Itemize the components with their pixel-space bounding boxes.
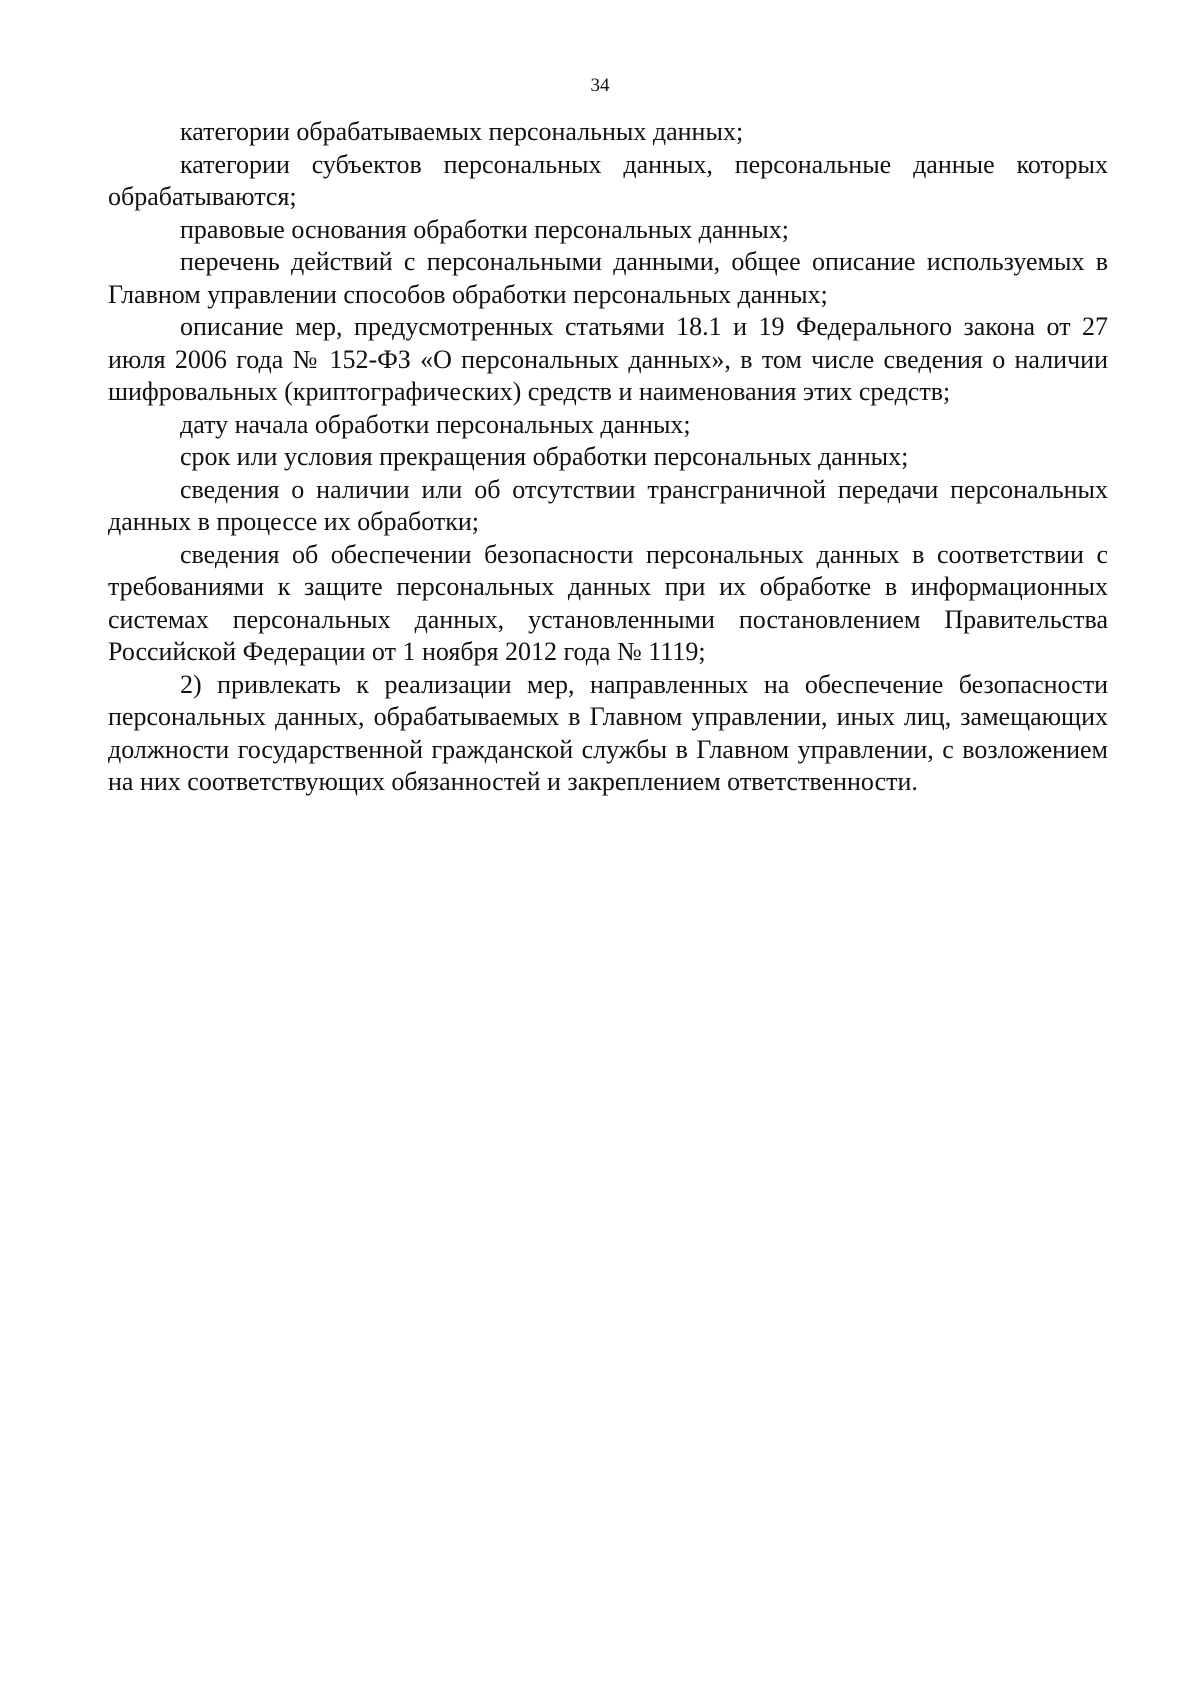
- paragraph-security-assurance: сведения об обеспечении безопасности персональных данных в соответствии с требованиями к защите персональных данных при их обработке в информационных системах персональных данных, установленными постановлением Правительства Российской Федерации от 1 ноября 2012 года № 1119;: [108, 539, 1108, 666]
- paragraph-categories-subjects: категории субъектов персональных данных, персональные данные которых обрабатываются;: [108, 149, 1108, 211]
- paragraph-categories-data: категории обрабатываемых персональных данных;: [180, 117, 744, 146]
- page-number: 34: [590, 75, 610, 96]
- paragraph-start-date: дату начала обработки персональных данных;: [180, 409, 691, 439]
- paragraph-actions-list: перечень действий с персональными данными, общее описание используемых в Главном управлении способов обработки персональных данных;: [108, 247, 1108, 309]
- paragraph-legal-grounds: правовые основания обработки персональных данных;: [180, 214, 789, 244]
- paragraph-measures-description: описание мер, предусмотренных статьями 18.1 и 19 Федерального закона от 27 июля 2006 года № 152-ФЗ «О персональных данных», в том числе сведения о наличии шифровальных (криптографических) средств и наименования этих средств;: [108, 312, 1108, 406]
- paragraph-item-2: 2) привлекать к реализации мер, направленных на обеспечение безопасности персональных данных, обрабатываемых в Главном управлении, иных лиц, замещающих должности государственной гражданской службы в Главном управлении, с возложением на них соответствующих обязанностей и закреплением ответственности.: [108, 669, 1108, 796]
- paragraph-termination-terms: срок или условия прекращения обработки персональных данных;: [180, 442, 909, 471]
- paragraph-cross-border-transfer: сведения о наличии или об отсутствии трансграничной передачи персональных данных в процессе их обработки;: [108, 474, 1108, 536]
- document-body: [108, 116, 1108, 799]
